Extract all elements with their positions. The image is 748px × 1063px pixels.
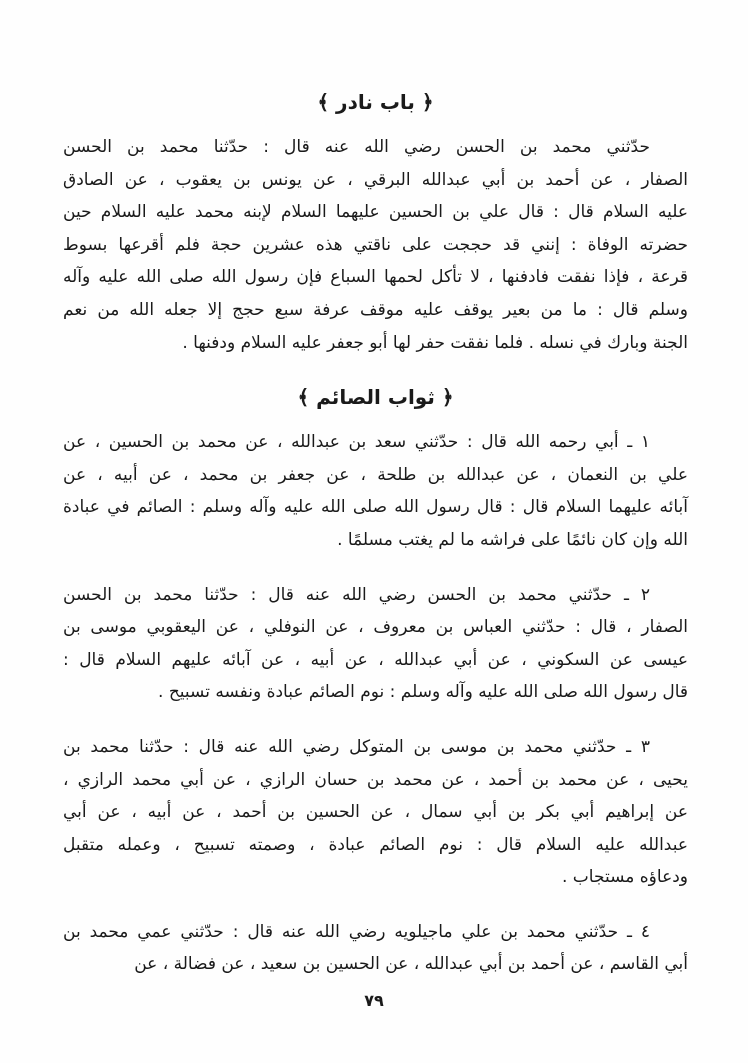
text-line: الصفار ، عن أحمد بن أبي عبدالله البرقي ، عن يونس بن يعقوب ، عن الصادق: [63, 169, 688, 190]
text-line: الله وإن كان نائمًا على فراشه ما لم يغتب مسلمًا .: [337, 529, 688, 550]
text-line: قرعة ، فإذا نفقت فادفنها ، لا تأكل لحمها السباع فإن رسول الله صلى الله عليه وآله: [63, 267, 688, 288]
page-number: ٧٩: [364, 991, 384, 1010]
text-line: يحيى ، عن محمد بن أحمد ، عن محمد بن حسان الرازي ، عن أبي محمد الرازي ،: [63, 769, 688, 790]
text-line: قال رسول الله صلى الله عليه وآله وسلم : نوم الصائم عبادة ونفسه تسبيح .: [158, 682, 688, 703]
text-line: ١ ـ أبي رحمه الله قال : حدّثني سعد بن عبدالله ، عن محمد بن الحسين ، عن: [63, 432, 650, 453]
text-line: عن إبراهيم أبي بكر بن أبي سمال ، عن الحسين بن أحمد ، عن أبيه ، عن أبي: [63, 802, 688, 823]
section-heading: ﴿ ثواب الصائم ﴾: [297, 385, 454, 410]
text-line: حدّثني محمد بن الحسن رضي الله عنه قال : حدّثنا محمد بن الحسن: [63, 137, 650, 157]
text-line: ٢ ـ حدّثني محمد بن الحسن رضي الله عنه قال : حدّثنا محمد بن الحسن: [63, 584, 650, 605]
text-line: عبدالله عليه السلام قال : نوم الصائم عبادة ، وصمته تسبيح ، وعمله متقبل: [63, 834, 688, 855]
paragraph: [63, 131, 688, 359]
text-line: حضرته الوفاة : إنني قد حججت على ناقتي هذه عشرين حجة فلم أقرعها بسوط: [63, 234, 688, 255]
text-line: آبائه عليهما السلام قال : قال رسول الله صلى الله عليه وآله وسلم : الصائم في عبادة: [63, 497, 688, 518]
text-line: عليه السلام قال : قال علي بن الحسين عليهما السلام لإبنه محمد عليه السلام حين: [63, 202, 688, 223]
text-line: أبي القاسم ، عن أحمد بن أبي عبدالله ، عن الحسين بن سعيد ، عن فضالة ، عن: [134, 954, 688, 975]
text-line: وسلم قال : ما من بعير يوقف عليه موقف عرفة سبع حجج إلا جعله الله من نعم: [63, 299, 688, 320]
text-line: ٤ ـ حدّثني محمد بن علي ماجيلويه رضي الله عنه قال : حدّثني عمي محمد بن: [63, 921, 650, 942]
paragraph: [63, 731, 688, 894]
text-line: ٣ ـ حدّثني محمد بن موسى بن المتوكل رضي الله عنه قال : حدّثنا محمد بن: [63, 736, 650, 757]
paragraph: [63, 426, 688, 556]
text-line: ودعاؤه مستجاب .: [562, 867, 688, 888]
paragraph: [63, 916, 688, 981]
text-line: الجنة وبارك في نسله . فلما نفقت حفر لها أبو جعفر عليه السلام ودفنها .: [182, 332, 688, 353]
text-line: الصفار ، قال : حدّثني العباس بن معروف ، عن النوفلي ، عن اليعقوبي موسى بن: [63, 617, 688, 638]
section-heading: ﴿ باب نادر ﴾: [317, 90, 434, 114]
text-line: علي بن النعمان ، عن عبدالله بن طلحة ، عن جعفر بن محمد ، عن أبيه ، عن: [63, 464, 688, 485]
text-line: عيسى عن السكوني ، عن أبي عبدالله ، عن أبيه ، عن آبائه عليهم السلام قال :: [63, 649, 688, 670]
text-column: [63, 86, 688, 1003]
paragraph: [63, 579, 688, 709]
